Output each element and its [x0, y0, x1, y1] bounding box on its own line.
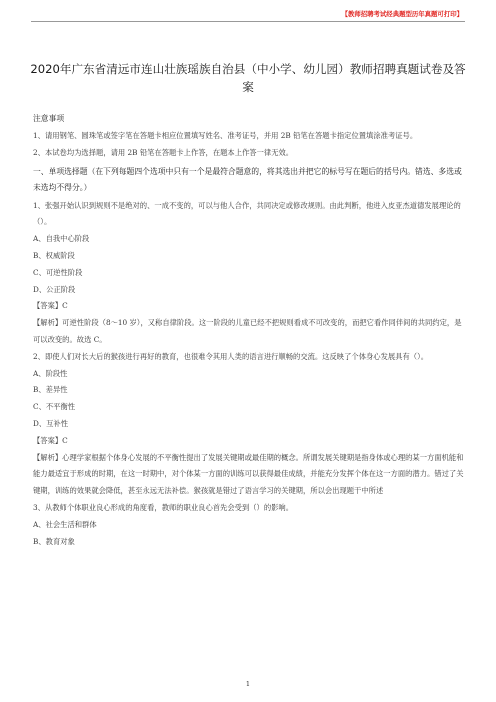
page-number: 1 — [245, 680, 251, 688]
question-explanation: 【解析】心理学家根据个体身心发展的不平衡性提出了发展关键期或最佳期的概念。所谓发展关键期是指身体或心理的某一方面机能和能力最适宜于形成的时期，在这一时期中，对个体某一方面的训练可以获得最佳成绩，并能充分发挥个体在这一方面的潜力。错过了关键期，训练的效果就会降低，甚至永远无法补偿。猴孩就是错过了语言学习的关键期，所以会出现题干中所述 — [33, 452, 464, 496]
question-stem: 2、即使人们对长大后的猴孩进行再好的教育，也很难令其用人类的语言进行顺畅的交流。这反映了个体身心发展具有（）。 — [33, 351, 429, 361]
question-option: A、阶段性 — [33, 368, 68, 378]
question-option: C、可逆性阶段 — [33, 267, 83, 277]
question-option: B、差异性 — [33, 385, 68, 395]
question-stem: 3、从教师个体职业良心形成的角度看，教师的职业良心首先会受到（）的影响。 — [33, 502, 294, 512]
part-heading: 一、单项选择题（在下列每题四个选项中只有一个是最符合题意的，将其选出并把它的标号写在题后的括号内。错选、多选或未选均不得分。） — [33, 166, 462, 192]
notice-item: 1、请用钢笔、圆珠笔或签字笔在答题卡相应位置填写姓名、准考证号，并用 2B 铅笔在答题卡指定位置填涂准考证号。 — [33, 131, 418, 140]
notice-item: 2、本试卷均为选择题，请用 2B 铅笔在答题卡上作答，在题本上作答一律无效。 — [33, 147, 294, 157]
question-option: D、互补性 — [33, 418, 69, 428]
question-option: D、公正阶段 — [33, 284, 76, 294]
header-banner: 【教师招聘考试经典题型历年真题可打印】 — [341, 10, 463, 18]
question-answer: 【答案】C — [33, 435, 68, 445]
question-explanation: 【解析】可逆性阶段（8～10 岁），又称自律阶段。这一阶段的儿童已经不把规则看成不可改变的，而把它看作同伴间的共同约定，是可以改变的。故选 C。 — [33, 318, 462, 344]
notice-heading: 注意事项 — [33, 114, 65, 123]
question-option: A、自我中心阶段 — [33, 234, 90, 244]
question-stem: 1、张强开始认识到规则不是绝对的、一成不变的，可以与他人合作，共同决定或修改规则。由此判断，他进入皮亚杰道德发展理论的（）。 — [33, 200, 461, 227]
header-rule — [31, 21, 465, 22]
document-title: 2020年广东省清远市连山壮族瑶族自治县（中小学、幼儿园）教师招聘真题试卷及答案 — [30, 62, 466, 94]
question-option: A、社会生活和群体 — [33, 519, 97, 529]
document-body — [33, 110, 465, 550]
question-option: C、不平衡性 — [33, 402, 76, 412]
question-answer: 【答案】C — [33, 301, 68, 311]
question-option: B、教育对象 — [33, 536, 75, 546]
question-option: B、权威阶段 — [33, 250, 75, 260]
